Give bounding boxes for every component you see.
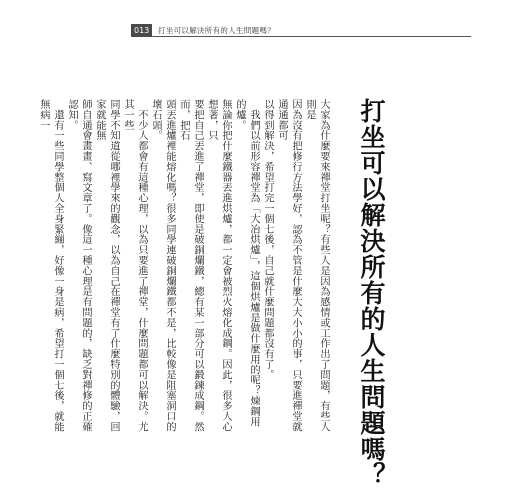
page-number: 013 xyxy=(131,24,152,37)
body-column: 師自通會畫畫、寫文章了。像這一種心理是有問題的，缺乏對禪修的正確認知。 xyxy=(66,99,91,432)
chapter-title: 打坐可以解決所有的人生問題嗎？ xyxy=(357,98,386,488)
body-column: 因為沒有把修行方法學好，認為不管是什麼大大小小的事，只要進禪堂就通通都可 xyxy=(276,99,301,432)
running-title: 打坐可以解決所有的人生問題嗎？ xyxy=(158,26,275,35)
body-column: 不少人都會有這種心理，以為只要進了禪堂，什麼問題都可以解決。尤其一些 xyxy=(122,99,147,432)
body-column: 同學不知道從哪裡學來的觀念，以為自己在禪堂有了什麼特別的體驗，回家就能無 xyxy=(94,99,119,432)
body-column: 以得到解決，希望打完一個七後，自己就什麼問題都沒有了。 xyxy=(262,99,273,380)
body-column: 我們以前形容禪堂為「大冶烘爐」，這個烘爐是做什麼用的呢？煉鋼用的爐。 xyxy=(234,99,259,427)
body-column: 要把自己丟進了禪堂，即使是破銅爛鐵，總有某一部分可以鍛鍊成鋼。然而，把石 xyxy=(178,99,203,432)
body-column: 無論你把什麼鐵器丟進烘爐，都一定會被烈火熔化成鋼。因此，很多人心想著，只 xyxy=(206,99,231,432)
body-column: 頭丟進爐裡能熔化嗎？很多同學連破銅爛鐵都不是，比較像是阻塞洞口的壞石頭。 xyxy=(150,99,175,432)
body-text xyxy=(36,99,330,435)
body-column: 還有一些同學整個人全身緊繃，好像一身是病，希望打一個七後，就能無病一 xyxy=(38,99,63,432)
body-column: 大家為什麼要來禪堂打坐呢？有些人是因為感情或工作出了問題，有些人則是 xyxy=(304,99,329,432)
